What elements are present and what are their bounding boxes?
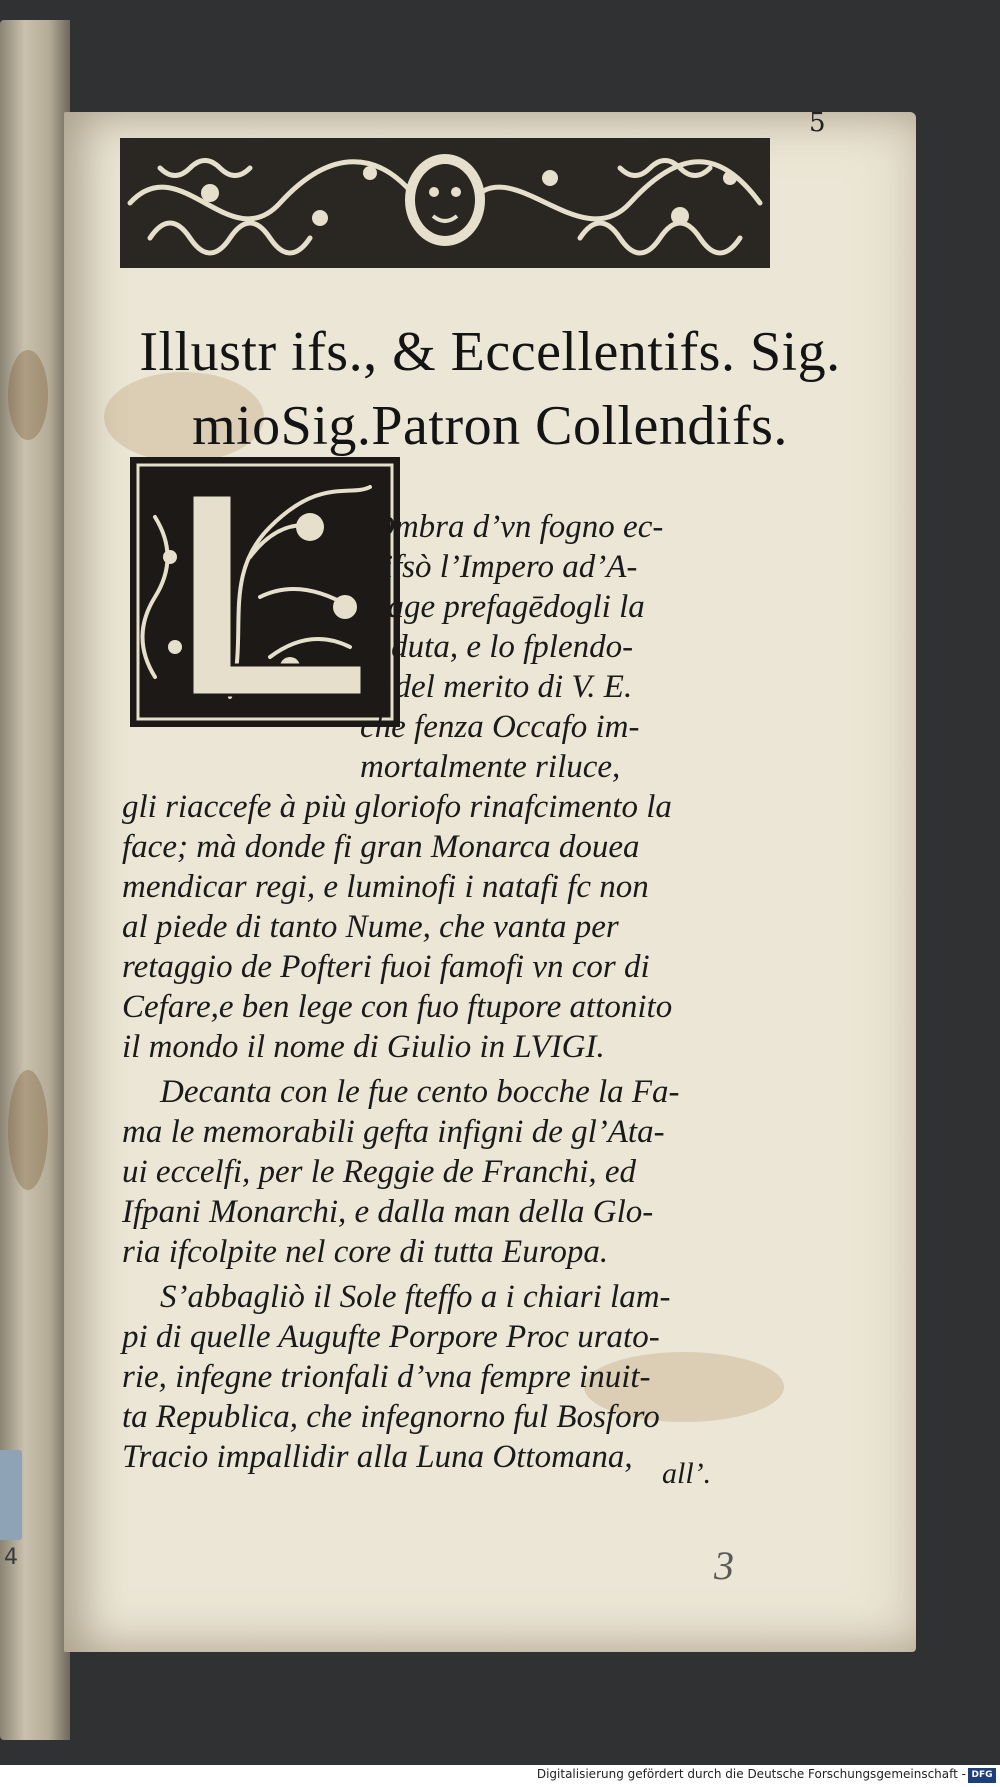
signature-mark: 3 (714, 1543, 734, 1588)
text-line: mortalmente riluce, (360, 749, 621, 785)
text-line: ui eccelfi, per le Reggie de Franchi, ed (122, 1154, 637, 1190)
text-line: ria ifcolpite nel core di tutta Europa. (122, 1234, 609, 1270)
text-line: caduta, e lo fplendo- (360, 629, 634, 665)
dfg-logo: DFG (968, 1768, 996, 1783)
dedication-title-line-2: mioSig.Patron Collendifs. (192, 395, 788, 457)
dedication-title-line-1: Illustr ifs., & Eccellentifs. Sig. (139, 321, 841, 383)
page-number: 5 (809, 108, 826, 138)
text-line: mendicar regi, e luminofi i natafi fc non (122, 869, 649, 905)
footer-bar (0, 1765, 1000, 1787)
text-line: ftiage prefagēdogli la (360, 589, 645, 625)
text-line: ta Republica, che infegnorno ful Bosforo (122, 1399, 660, 1435)
text-line: face; mà donde fi gran Monarca douea (122, 829, 640, 865)
text-line: Cefare,e ben lege con fuo ftupore attonito (122, 989, 673, 1025)
funding-credit: Digitalisierung gefördert durch die Deutsche Forschungsgemeinschaft - (536, 1767, 966, 1781)
shelf-label-digit: 4 (4, 1545, 18, 1570)
ornamental-headpiece (120, 138, 770, 268)
book-page (64, 108, 916, 1652)
shelf-label (0, 1450, 22, 1540)
text-line: retaggio de Pofteri fuoi famofi vn cor di (122, 949, 650, 985)
text-line: pi di quelle Augufte Porpore Proc urato- (122, 1319, 660, 1355)
text-line: clifsò l’Impero ad’A- (360, 549, 638, 585)
text-line: S’abbagliò il Sole fteffo a i chiari lam- (160, 1279, 671, 1315)
text-line: Decanta con le fue cento bocche la Fa- (160, 1074, 680, 1110)
edge-stain (8, 350, 48, 440)
text-line: ’Ombra d’vn fogno ec- (360, 509, 664, 545)
text-line: al piede di tanto Nume, che vanta per (122, 909, 619, 945)
text-line: Tracio impallidir alla Luna Ottomana, (122, 1439, 633, 1475)
text-line: Ifpani Monarchi, e dalla man della Glo- (122, 1194, 654, 1230)
text-line: re del merito di V. E. (360, 669, 633, 705)
edge-stain (8, 1070, 48, 1190)
text-line: che fenza Occafo im- (360, 709, 640, 745)
text-line: ma le memorabili gefta infigni de gl’Ata- (122, 1114, 665, 1150)
text-line: rie, infegne trionfali d’vna fempre inuit- (122, 1359, 651, 1395)
catchword: all’. (662, 1457, 712, 1490)
text-line: gli riaccefe à più gloriofo rinafcimento la (122, 789, 672, 825)
text-line: il mondo il nome di Giulio in LVIGI. (122, 1029, 605, 1065)
